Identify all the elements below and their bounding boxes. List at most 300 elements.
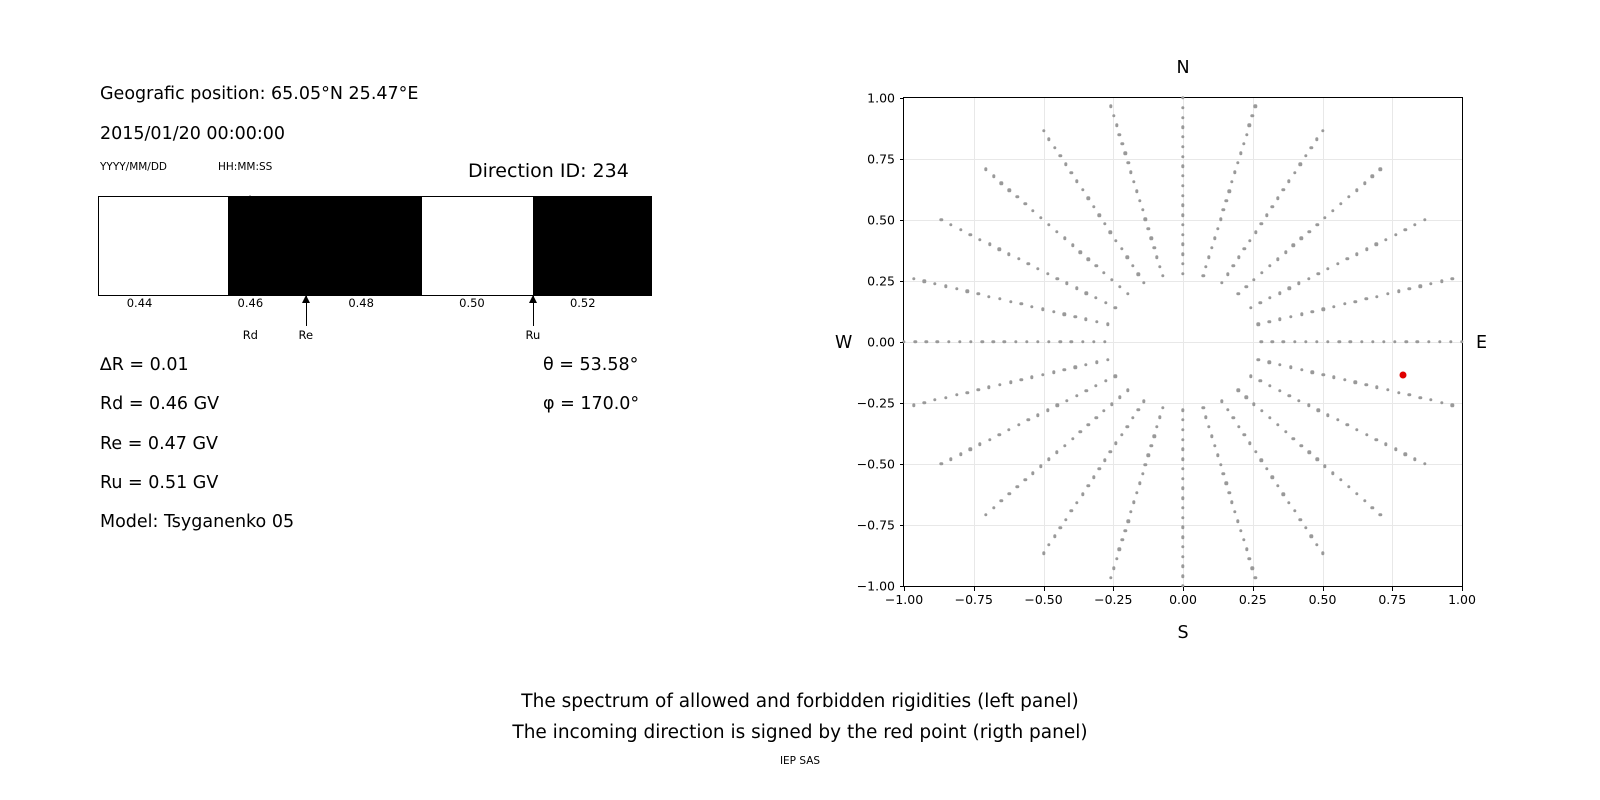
- direction-point: [1315, 137, 1318, 140]
- direction-point: [1132, 501, 1135, 504]
- direction-point: [1271, 205, 1274, 208]
- direction-point: [1317, 272, 1320, 275]
- direction-point: [1219, 463, 1222, 466]
- direction-point: [1125, 256, 1128, 259]
- direction-point: [1056, 277, 1059, 280]
- direction-point: [955, 287, 958, 290]
- direction-point: [987, 386, 990, 389]
- direction-point: [1248, 442, 1251, 445]
- value-text: Ru = 0.51 GV: [100, 473, 219, 493]
- scatter-y-tick-mark: [900, 159, 904, 160]
- direction-point: [1008, 188, 1011, 191]
- scatter-x-tick-label: −1.00: [884, 592, 924, 607]
- gridline-horizontal: [904, 342, 1462, 343]
- direction-point: [992, 340, 995, 343]
- direction-point: [1181, 467, 1184, 470]
- direction-point: [1429, 398, 1432, 401]
- scatter-y-tick-label: −0.25: [856, 395, 895, 411]
- compass-east-label: E: [1476, 333, 1488, 353]
- direction-point: [1125, 425, 1128, 428]
- gridline-horizontal: [904, 464, 1462, 465]
- direction-point: [1386, 292, 1389, 295]
- direction-point: [1382, 340, 1385, 343]
- direction-point: [1158, 265, 1161, 268]
- direction-point: [1228, 189, 1231, 192]
- direction-point: [1268, 361, 1271, 364]
- direction-point: [1293, 340, 1296, 343]
- direction-point: [1181, 213, 1184, 216]
- direction-point: [1254, 105, 1257, 108]
- direction-point: [1248, 557, 1251, 560]
- direction-point: [1225, 199, 1228, 202]
- direction-point: [1326, 340, 1329, 343]
- direction-point: [1181, 96, 1184, 99]
- direction-point: [1326, 413, 1329, 416]
- direction-point: [1114, 239, 1117, 242]
- direction-point: [1155, 425, 1158, 428]
- direction-point: [1315, 458, 1318, 461]
- direction-point: [944, 396, 947, 399]
- figure-footer: IEP SAS: [779, 755, 821, 767]
- direction-point: [1336, 418, 1339, 421]
- direction-point: [1016, 485, 1019, 488]
- direction-point: [1207, 425, 1210, 428]
- direction-point: [1259, 340, 1262, 343]
- direction-point: [1423, 462, 1426, 465]
- direction-point: [1063, 237, 1066, 240]
- direction-point: [1144, 463, 1147, 466]
- scatter-y-tick-label: 0.25: [867, 273, 895, 289]
- direction-point: [1254, 450, 1257, 453]
- direction-point: [1237, 292, 1240, 295]
- direction-point: [1063, 368, 1066, 371]
- direction-point: [1181, 457, 1184, 460]
- direction-point: [1094, 264, 1097, 267]
- direction-point: [1131, 416, 1134, 419]
- direction-point: [1427, 340, 1430, 343]
- direction-point: [1181, 535, 1184, 538]
- direction-point: [1397, 391, 1400, 394]
- direction-point: [1363, 499, 1366, 502]
- direction-point: [1326, 267, 1329, 270]
- direction-point: [1300, 444, 1303, 447]
- direction-point: [1257, 323, 1260, 326]
- scatter-y-tick-label: 0.00: [867, 334, 895, 350]
- direction-point: [988, 438, 991, 441]
- direction-point: [1030, 376, 1033, 379]
- direction-point: [1181, 204, 1184, 207]
- direction-point: [1315, 543, 1318, 546]
- direction-point: [1071, 437, 1074, 440]
- direction-point: [1181, 575, 1184, 578]
- direction-point: [1338, 340, 1341, 343]
- direction-point: [1347, 485, 1350, 488]
- spectrum-bar: [98, 196, 652, 296]
- direction-point: [1181, 409, 1184, 412]
- direction-point: [1375, 386, 1378, 389]
- direction-point: [1092, 476, 1095, 479]
- direction-point: [1129, 171, 1132, 174]
- direction-point: [1109, 105, 1112, 108]
- direction-point: [1118, 548, 1121, 551]
- direction-point: [1336, 262, 1339, 265]
- direction-point: [1304, 526, 1307, 529]
- direction-point: [1288, 287, 1291, 290]
- direction-point: [984, 168, 987, 171]
- direction-point: [1181, 496, 1184, 499]
- scatter-x-tick-mark: [974, 587, 975, 591]
- direction-point: [1429, 282, 1432, 285]
- scatter-y-tick-mark: [900, 403, 904, 404]
- direction-point: [1365, 433, 1368, 436]
- direction-point: [1213, 444, 1216, 447]
- direction-point: [969, 340, 972, 343]
- direction-point: [1220, 281, 1223, 284]
- direction-point: [1292, 244, 1295, 247]
- direction-point: [1413, 457, 1416, 460]
- direction-point: [1109, 450, 1112, 453]
- direction-point: [912, 403, 915, 406]
- direction-point: [1036, 340, 1039, 343]
- direction-point: [978, 238, 981, 241]
- direction-point: [1124, 529, 1127, 532]
- caption-line-2: The incoming direction is signed by the red point (rigth panel): [512, 722, 1088, 743]
- direction-point: [1085, 291, 1088, 294]
- direction-point: [1137, 408, 1140, 411]
- direction-point: [1104, 301, 1107, 304]
- direction-point: [988, 243, 991, 246]
- scatter-y-tick-mark: [900, 98, 904, 99]
- direction-point: [1131, 264, 1134, 267]
- compass-west-label: W: [835, 333, 853, 353]
- direction-point: [1243, 433, 1246, 436]
- scatter-x-tick-mark: [1323, 587, 1324, 591]
- direction-point: [1204, 265, 1207, 268]
- direction-point: [1081, 492, 1084, 495]
- direction-point: [1257, 358, 1260, 361]
- direction-point: [1311, 371, 1314, 374]
- scatter-x-tick-mark: [1462, 587, 1463, 591]
- direction-point: [1355, 188, 1358, 191]
- direction-point: [1181, 184, 1184, 187]
- direction-point: [1039, 216, 1042, 219]
- spectrum-x-tick-label: 0.46: [237, 296, 264, 310]
- direction-point: [1276, 423, 1279, 426]
- direction-point: [958, 340, 961, 343]
- direction-point: [1095, 361, 1098, 364]
- direction-point: [1181, 116, 1184, 119]
- direction-point: [1181, 243, 1184, 246]
- direction-point: [1355, 492, 1358, 495]
- direction-point: [1104, 379, 1107, 382]
- direction-point: [1339, 202, 1342, 205]
- direction-point: [1311, 310, 1314, 313]
- direction-point: [1288, 394, 1291, 397]
- direction-point: [1103, 222, 1106, 225]
- direction-point: [1056, 404, 1059, 407]
- direction-point: [1155, 255, 1158, 258]
- direction-point: [1226, 408, 1229, 411]
- scatter-y-tick-mark: [900, 220, 904, 221]
- direction-point: [1009, 381, 1012, 384]
- direction-point: [1118, 285, 1121, 288]
- direction-point: [1181, 565, 1184, 568]
- direction-point: [1204, 416, 1207, 419]
- scatter-y-tick-mark: [900, 525, 904, 526]
- direction-point: [940, 462, 943, 465]
- direction-point: [1109, 230, 1112, 233]
- direction-point: [1181, 194, 1184, 197]
- direction-point: [1047, 223, 1050, 226]
- direction-point: [1047, 137, 1050, 140]
- direction-point: [1300, 368, 1303, 371]
- direction-point: [1243, 247, 1246, 250]
- direction-point: [947, 340, 950, 343]
- direction-point: [1009, 300, 1012, 303]
- direction-point: [940, 218, 943, 221]
- direction-point: [1031, 471, 1034, 474]
- direction-point: [1254, 576, 1257, 579]
- direction-point: [1317, 409, 1320, 412]
- direction-point: [1375, 438, 1378, 441]
- direction-point: [1115, 557, 1118, 560]
- direction-point: [1210, 435, 1213, 438]
- direction-point: [1152, 246, 1155, 249]
- direction-point: [1268, 384, 1271, 387]
- direction-point: [1008, 492, 1011, 495]
- direction-point: [1181, 223, 1184, 226]
- direction-point: [1181, 252, 1184, 255]
- direction-point: [1118, 133, 1121, 136]
- gridline-horizontal: [904, 220, 1462, 221]
- scatter-x-tick-mark: [1392, 587, 1393, 591]
- direction-point: [1248, 239, 1251, 242]
- direction-point: [976, 292, 979, 295]
- direction-point: [1265, 214, 1268, 217]
- direction-point: [1278, 291, 1281, 294]
- direction-point: [1103, 459, 1106, 462]
- direction-point: [1394, 448, 1397, 451]
- scatter-y-tick-label: 0.75: [867, 151, 895, 167]
- scatter-x-tick-label: 0.75: [1378, 592, 1407, 607]
- angle-value-text: φ = 170.0°: [543, 394, 640, 414]
- value-text: Rd = 0.46 GV: [100, 394, 220, 414]
- direction-point: [1071, 244, 1074, 247]
- direction-point: [1118, 396, 1121, 399]
- direction-point: [1225, 482, 1228, 485]
- direction-point: [1181, 526, 1184, 529]
- direction-point: [1298, 518, 1301, 521]
- direction-point: [1046, 409, 1049, 412]
- direction-point: [980, 340, 983, 343]
- direction-point: [1232, 416, 1235, 419]
- direction-point: [1222, 208, 1225, 211]
- marker-stem: [250, 196, 251, 296]
- direction-point: [1181, 106, 1184, 109]
- direction-point: [1343, 378, 1346, 381]
- direction-point: [1413, 223, 1416, 226]
- direction-point: [1036, 267, 1039, 270]
- direction-point: [1239, 152, 1242, 155]
- scatter-x-tick-mark: [1183, 587, 1184, 591]
- direction-point: [1323, 216, 1326, 219]
- direction-point: [1065, 399, 1068, 402]
- direction-point: [1181, 145, 1184, 148]
- direction-point: [1031, 209, 1034, 212]
- direction-point: [1418, 396, 1421, 399]
- direction-point: [978, 443, 981, 446]
- direction-point: [1259, 459, 1262, 462]
- direction-point: [1307, 277, 1310, 280]
- direction-point: [1252, 402, 1255, 405]
- scatter-x-tick-label: −0.75: [954, 592, 993, 607]
- direction-point: [1053, 146, 1056, 149]
- direction-point: [1087, 257, 1090, 260]
- direction-point: [1268, 296, 1271, 299]
- direction-point: [1092, 205, 1095, 208]
- direction-point: [1202, 274, 1205, 277]
- direction-point: [1242, 538, 1245, 541]
- datetime-text: 2015/01/20 00:00:00: [100, 124, 286, 144]
- direction-point: [1386, 388, 1389, 391]
- time-format-hint: HH:MM:SS: [218, 161, 273, 173]
- direction-point: [1065, 282, 1068, 285]
- direction-point: [1075, 287, 1078, 290]
- angle-value-text: θ = 53.58°: [543, 355, 639, 375]
- direction-point: [1230, 501, 1233, 504]
- direction-point: [1232, 264, 1235, 267]
- direction-point: [998, 383, 1001, 386]
- direction-point: [1114, 442, 1117, 445]
- direction-point: [987, 295, 990, 298]
- direction-point: [1276, 197, 1279, 200]
- direction-point: [1284, 251, 1287, 254]
- marker-label: Ru: [525, 328, 541, 342]
- direction-point: [1323, 465, 1326, 468]
- spectrum-x-tick-label: 0.52: [569, 296, 596, 310]
- direction-point: [1321, 552, 1324, 555]
- direction-point: [1293, 171, 1296, 174]
- direction-point: [1114, 306, 1117, 309]
- direction-point: [1064, 518, 1067, 521]
- direction-point: [1081, 340, 1084, 343]
- direction-point: [1016, 195, 1019, 198]
- direction-point: [1268, 320, 1271, 323]
- spectrum-band-forbidden: [228, 197, 422, 295]
- scatter-y-tick-label: 0.50: [867, 212, 895, 228]
- direction-point: [1138, 482, 1141, 485]
- direction-point: [1017, 423, 1020, 426]
- direction-point: [1181, 135, 1184, 138]
- direction-point: [923, 280, 926, 283]
- direction-point: [1346, 423, 1349, 426]
- marker-label: Rd: [242, 328, 258, 342]
- direction-point: [1216, 453, 1219, 456]
- direction-point: [1282, 492, 1285, 495]
- direction-point: [1278, 389, 1281, 392]
- direction-point: [1260, 409, 1263, 412]
- scatter-y-tick-mark: [900, 342, 904, 343]
- direction-point: [1379, 513, 1382, 516]
- direction-point: [1292, 437, 1295, 440]
- scatter-y-tick-label: −0.50: [856, 456, 895, 472]
- direction-point: [1245, 133, 1248, 136]
- direction-point: [1017, 257, 1020, 260]
- direction-point: [1132, 180, 1135, 183]
- direction-point: [1020, 378, 1023, 381]
- direction-point: [1135, 189, 1138, 192]
- direction-point: [1063, 313, 1066, 316]
- direction-point: [1202, 406, 1205, 409]
- direction-point: [1007, 252, 1010, 255]
- direction-point: [1055, 451, 1058, 454]
- direction-id-label: Direction ID: 234: [468, 160, 629, 182]
- direction-point: [1075, 501, 1078, 504]
- direction-point: [976, 388, 979, 391]
- direction-point: [1216, 227, 1219, 230]
- direction-point: [1321, 373, 1324, 376]
- direction-point: [1354, 300, 1357, 303]
- direction-point: [1055, 230, 1058, 233]
- direction-point: [1297, 399, 1300, 402]
- direction-point: [966, 391, 969, 394]
- direction-point: [1181, 174, 1184, 177]
- direction-point: [1365, 297, 1368, 300]
- direction-point: [1418, 285, 1421, 288]
- direction-point: [1075, 180, 1078, 183]
- direction-point: [1222, 472, 1225, 475]
- arrow-up-icon: [302, 295, 310, 303]
- direction-point: [1042, 552, 1045, 555]
- direction-point: [1408, 393, 1411, 396]
- direction-point: [1052, 310, 1055, 313]
- direction-point: [1236, 519, 1239, 522]
- direction-point: [1158, 416, 1161, 419]
- direction-point: [1126, 389, 1129, 392]
- spectrum-x-tick-label: 0.50: [459, 296, 485, 310]
- direction-point: [1371, 175, 1374, 178]
- direction-point: [1213, 237, 1216, 240]
- direction-point: [1081, 188, 1084, 191]
- direction-point: [1047, 340, 1050, 343]
- direction-point: [1084, 363, 1087, 366]
- value-text: ∆R = 0.01: [100, 355, 189, 375]
- direction-point: [913, 340, 916, 343]
- direction-point: [1371, 506, 1374, 509]
- arrow-up-icon: [529, 295, 537, 303]
- direction-point: [1248, 123, 1251, 126]
- direction-point: [1230, 180, 1233, 183]
- direction-point: [949, 457, 952, 460]
- direction-point: [1141, 208, 1144, 211]
- value-text: Model: Tsyganenko 05: [100, 512, 295, 532]
- direction-point: [1397, 290, 1400, 293]
- direction-point: [1244, 396, 1247, 399]
- direction-point: [1137, 273, 1140, 276]
- direction-point: [1181, 516, 1184, 519]
- direction-point: [1161, 406, 1164, 409]
- direction-point: [1242, 142, 1245, 145]
- scatter-x-tick-label: 0.00: [1169, 592, 1197, 607]
- direction-point: [1321, 307, 1324, 310]
- direction-point: [1237, 425, 1240, 428]
- direction-point: [1092, 340, 1095, 343]
- scatter-y-tick-label: 1.00: [867, 90, 895, 106]
- direction-point: [1000, 499, 1003, 502]
- direction-point: [1260, 271, 1263, 274]
- direction-point: [1142, 281, 1145, 284]
- direction-point: [998, 248, 1001, 251]
